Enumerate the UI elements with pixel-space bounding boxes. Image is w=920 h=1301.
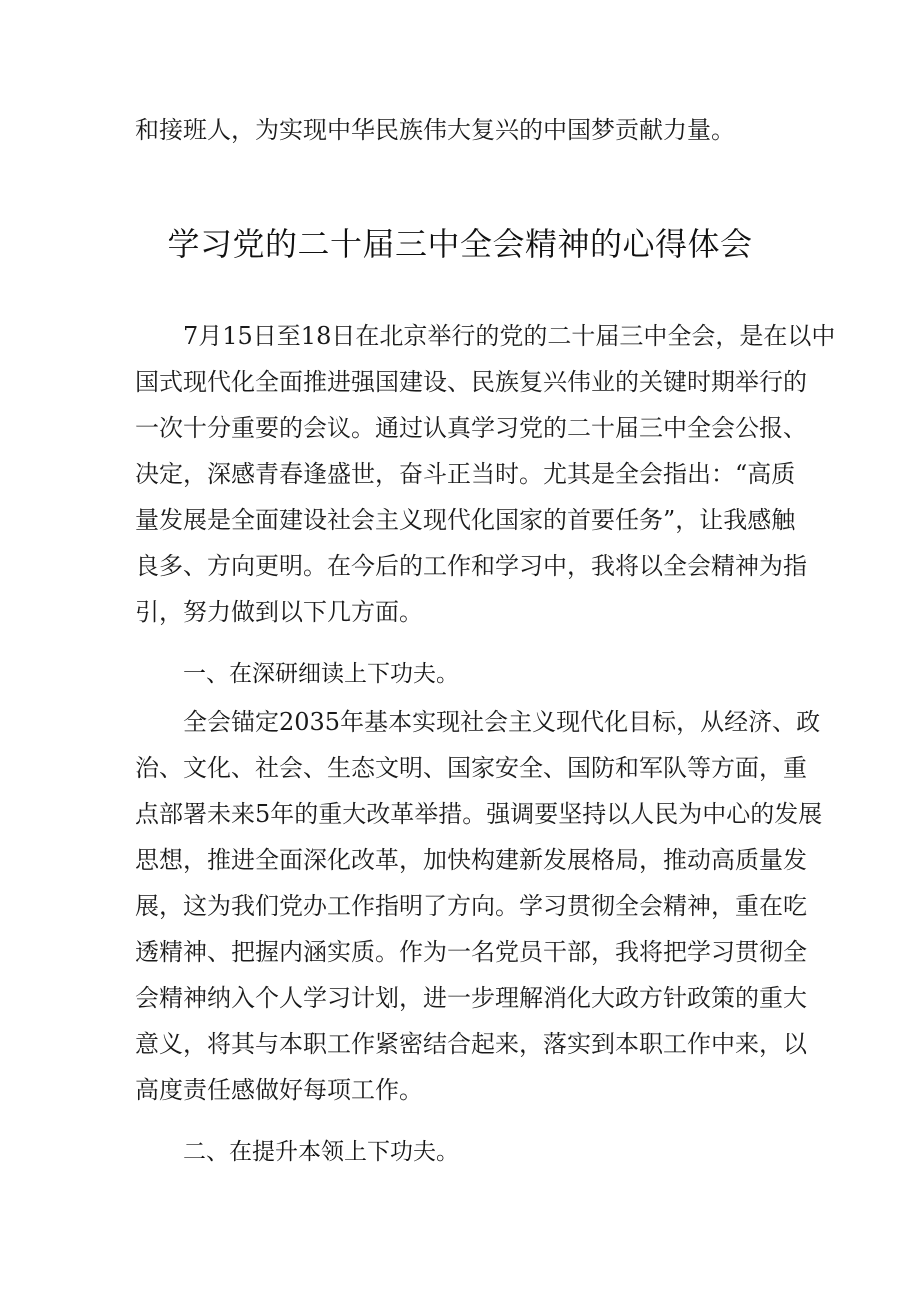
paragraph-2-line: 会精神纳入个人学习计划，进一步理解消化大政方针政策的重大	[135, 984, 807, 1012]
paragraph-1-line: 一次十分重要的会议。通过认真学习党的二十届三中全会公报、	[135, 414, 807, 442]
paragraph-2-line: 治、文化、社会、生态文明、国家安全、国防和军队等方面，重	[135, 754, 807, 782]
paragraph-2-line: 思想，推进全面深化改革，加快构建新发展格局，推动高质量发	[135, 846, 807, 874]
paragraph-2-line: 透精神、把握内涵实质。作为一名党员干部，我将把学习贯彻全	[135, 938, 807, 966]
paragraph-2-line: 意义，将其与本职工作紧密结合起来，落实到本职工作中来，以	[135, 1030, 807, 1058]
paragraph-2-line: 高度责任感做好每项工作。	[135, 1076, 423, 1104]
paragraph-1-line: 量发展是全面建设社会主义现代化国家的首要任务”，让我感触	[135, 506, 796, 534]
paragraph-1-line: 7月15日至18日在北京举行的党的二十届三中全会，是在以中	[183, 322, 836, 350]
paragraph-1-line: 引，努力做到以下几方面。	[135, 598, 423, 626]
paragraph-2-line: 展，这为我们党办工作指明了方向。学习贯彻全会精神，重在吃	[135, 892, 807, 920]
paragraph-1-line: 国式现代化全面推进强国建设、民族复兴伟业的关键时期举行的	[135, 368, 807, 396]
paragraph-1-line: 决定，深感青春逢盛世，奋斗正当时。尤其是全会指出：“高质	[135, 460, 796, 488]
paragraph-2-line: 全会锚定2035年基本实现社会主义现代化目标，从经济、政	[183, 708, 821, 736]
paragraph-2-line: 点部署未来5年的重大改革举措。强调要坚持以人民为中心的发展	[135, 800, 823, 828]
paragraph-1-line: 良多、方向更明。在今后的工作和学习中，我将以全会精神为指	[135, 552, 807, 580]
section-heading-1: 一、在深研细读上下功夫。	[183, 661, 459, 687]
page-title: 学习党的二十届三中全会精神的心得体会	[167, 225, 753, 263]
intro-tail-line: 和接班人，为实现中华民族伟大复兴的中国梦贡献力量。	[135, 116, 735, 144]
section-heading-2: 二、在提升本领上下功夫。	[183, 1139, 459, 1165]
